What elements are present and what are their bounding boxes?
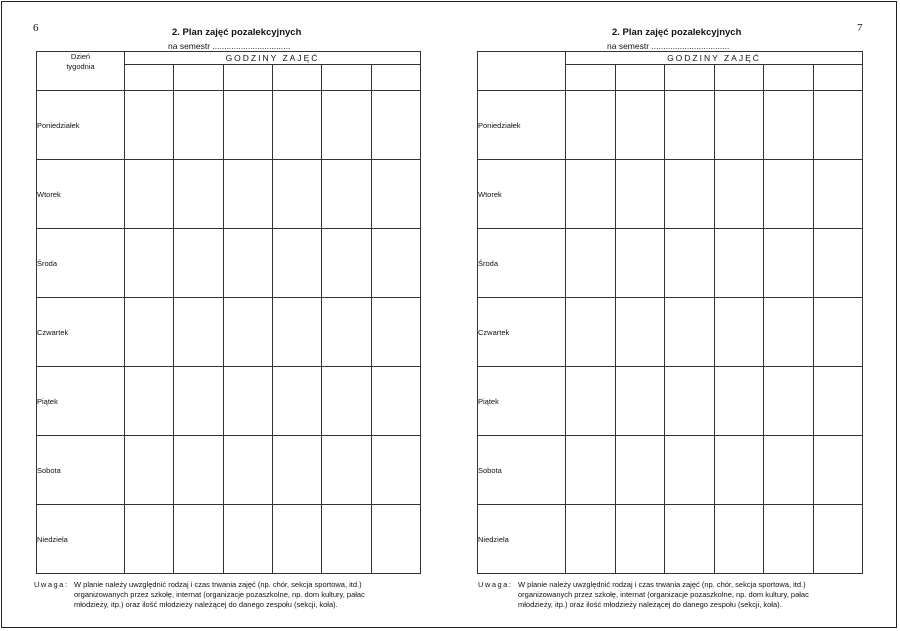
schedule-cell[interactable] bbox=[714, 160, 764, 229]
day-row-thursday bbox=[37, 298, 421, 367]
day-label: Piątek bbox=[478, 367, 566, 436]
schedule-cell[interactable] bbox=[272, 298, 321, 367]
semestr-line-right: na semestr ................................. bbox=[607, 41, 730, 51]
schedule-cell[interactable] bbox=[665, 505, 715, 574]
day-row-monday bbox=[478, 91, 863, 160]
schedule-cell[interactable] bbox=[174, 436, 223, 505]
schedule-cell[interactable] bbox=[174, 505, 223, 574]
schedule-cell[interactable] bbox=[223, 229, 272, 298]
semestr-line-left: na semestr ................................. bbox=[168, 41, 291, 51]
hour-slot-header[interactable] bbox=[764, 65, 814, 91]
schedule-cell[interactable] bbox=[566, 505, 616, 574]
day-row-tuesday bbox=[37, 160, 421, 229]
schedule-cell[interactable] bbox=[125, 91, 174, 160]
schedule-cell[interactable] bbox=[665, 160, 715, 229]
schedule-cell[interactable] bbox=[174, 160, 223, 229]
schedule-cell[interactable] bbox=[813, 160, 863, 229]
schedule-cell[interactable] bbox=[566, 91, 616, 160]
schedule-cell[interactable] bbox=[813, 298, 863, 367]
hour-slot-header[interactable] bbox=[566, 65, 616, 91]
schedule-cell[interactable] bbox=[272, 160, 321, 229]
schedule-cell[interactable] bbox=[322, 91, 371, 160]
day-header-line1: Dzień bbox=[70, 52, 91, 61]
hour-slot-header[interactable] bbox=[223, 65, 272, 91]
hour-slot-header[interactable] bbox=[665, 65, 715, 91]
schedule-cell[interactable] bbox=[665, 229, 715, 298]
hour-slot-header[interactable] bbox=[125, 65, 174, 91]
schedule-cell[interactable] bbox=[764, 298, 814, 367]
schedule-cell[interactable] bbox=[322, 298, 371, 367]
day-label: Sobota bbox=[37, 436, 125, 505]
schedule-cell[interactable] bbox=[174, 91, 223, 160]
schedule-cell[interactable] bbox=[371, 436, 420, 505]
schedule-cell[interactable] bbox=[714, 505, 764, 574]
schedule-cell[interactable] bbox=[615, 505, 665, 574]
schedule-cell[interactable] bbox=[665, 367, 715, 436]
schedule-cell[interactable] bbox=[615, 367, 665, 436]
hour-slot-header[interactable] bbox=[322, 65, 371, 91]
schedule-cell[interactable] bbox=[371, 367, 420, 436]
schedule-table-right bbox=[477, 51, 863, 574]
schedule-cell[interactable] bbox=[615, 436, 665, 505]
schedule-cell[interactable] bbox=[272, 229, 321, 298]
hour-slot-header[interactable] bbox=[272, 65, 321, 91]
day-row-tuesday bbox=[478, 160, 863, 229]
schedule-cell[interactable] bbox=[223, 91, 272, 160]
schedule-cell[interactable] bbox=[174, 298, 223, 367]
schedule-cell[interactable] bbox=[813, 367, 863, 436]
schedule-cell[interactable] bbox=[125, 298, 174, 367]
hours-header: GODZINY ZAJĘĆ bbox=[566, 52, 863, 65]
day-label: Środa bbox=[478, 229, 566, 298]
schedule-cell[interactable] bbox=[322, 160, 371, 229]
schedule-cell[interactable] bbox=[813, 436, 863, 505]
day-label: Sobota bbox=[478, 436, 566, 505]
hour-slot-header[interactable] bbox=[714, 65, 764, 91]
schedule-cell[interactable] bbox=[371, 229, 420, 298]
page-number-right: 7 bbox=[857, 22, 863, 34]
day-row-sunday bbox=[37, 505, 421, 574]
day-column-header bbox=[37, 52, 125, 91]
schedule-cell[interactable] bbox=[272, 91, 321, 160]
day-row-friday bbox=[37, 367, 421, 436]
schedule-cell[interactable] bbox=[174, 229, 223, 298]
day-row-saturday bbox=[478, 436, 863, 505]
schedule-cell[interactable] bbox=[615, 298, 665, 367]
schedule-cell[interactable] bbox=[566, 160, 616, 229]
schedule-cell[interactable] bbox=[272, 436, 321, 505]
schedule-cell[interactable] bbox=[322, 436, 371, 505]
schedule-cell[interactable] bbox=[371, 298, 420, 367]
schedule-cell[interactable] bbox=[125, 160, 174, 229]
schedule-cell[interactable] bbox=[714, 91, 764, 160]
note-label: Uwaga: bbox=[478, 580, 513, 589]
hour-slot-header[interactable] bbox=[813, 65, 863, 91]
day-label: Niedziela bbox=[478, 505, 566, 574]
schedule-cell[interactable] bbox=[764, 367, 814, 436]
day-row-wednesday bbox=[37, 229, 421, 298]
day-row-thursday bbox=[478, 298, 863, 367]
schedule-cell[interactable] bbox=[813, 505, 863, 574]
day-label: Wtorek bbox=[37, 160, 125, 229]
schedule-cell[interactable] bbox=[665, 91, 715, 160]
schedule-cell[interactable] bbox=[322, 367, 371, 436]
day-label: Piątek bbox=[37, 367, 125, 436]
hour-slot-header[interactable] bbox=[615, 65, 665, 91]
day-label: Poniedziałek bbox=[478, 91, 566, 160]
schedule-cell[interactable] bbox=[714, 367, 764, 436]
schedule-cell[interactable] bbox=[566, 298, 616, 367]
schedule-cell[interactable] bbox=[615, 91, 665, 160]
schedule-cell[interactable] bbox=[125, 505, 174, 574]
schedule-cell[interactable] bbox=[371, 91, 420, 160]
schedule-cell[interactable] bbox=[665, 436, 715, 505]
schedule-cell[interactable] bbox=[223, 436, 272, 505]
note-label: Uwaga: bbox=[34, 580, 69, 589]
schedule-cell[interactable] bbox=[322, 229, 371, 298]
day-label: Czwartek bbox=[478, 298, 566, 367]
schedule-cell[interactable] bbox=[371, 160, 420, 229]
page-title-left: 2. Plan zajęć pozalekcyjnych bbox=[172, 27, 302, 38]
note-text: W planie należy uwzględnić rodzaj i czas trwania zajęć (np. chór, sekcja sportowa, itd.) organizowanych przez szkołę, internat (organizacje pozaszkolne, np. dom kultury, pałac młodzieży, itp.) oraz ilość młodzieży należącej do danego zespołu (sekcji, koła). bbox=[518, 580, 809, 609]
day-label: Wtorek bbox=[478, 160, 566, 229]
schedule-cell[interactable] bbox=[764, 160, 814, 229]
hour-slot-header[interactable] bbox=[371, 65, 420, 91]
schedule-cell[interactable] bbox=[714, 298, 764, 367]
schedule-cell[interactable] bbox=[714, 229, 764, 298]
day-row-sunday bbox=[478, 505, 863, 574]
schedule-cell[interactable] bbox=[764, 505, 814, 574]
schedule-cell[interactable] bbox=[566, 229, 616, 298]
day-label: Poniedziałek bbox=[37, 91, 125, 160]
schedule-cell[interactable] bbox=[764, 229, 814, 298]
schedule-cell[interactable] bbox=[223, 367, 272, 436]
schedule-cell[interactable] bbox=[566, 367, 616, 436]
schedule-cell[interactable] bbox=[764, 91, 814, 160]
schedule-cell[interactable] bbox=[714, 436, 764, 505]
schedule-table-left bbox=[36, 51, 421, 574]
day-row-wednesday bbox=[478, 229, 863, 298]
schedule-cell[interactable] bbox=[272, 505, 321, 574]
day-row-saturday bbox=[37, 436, 421, 505]
day-label: Niedziela bbox=[37, 505, 125, 574]
schedule-cell[interactable] bbox=[615, 229, 665, 298]
schedule-cell[interactable] bbox=[223, 505, 272, 574]
schedule-cell[interactable] bbox=[813, 229, 863, 298]
schedule-cell[interactable] bbox=[371, 505, 420, 574]
schedule-cell[interactable] bbox=[615, 160, 665, 229]
schedule-cell[interactable] bbox=[764, 436, 814, 505]
schedule-cell[interactable] bbox=[174, 367, 223, 436]
note-text: W planie należy uwzględnić rodzaj i czas trwania zajęć (np. chór, sekcja sportowa, itd.) organizowanych przez szkołę, internat (organizacje pozaszkolne, np. dom kultury, pałac młodzieży, itp.) oraz ilość młodzieży należącej do danego zespołu (sekcji, koła). bbox=[74, 580, 365, 609]
schedule-cell[interactable] bbox=[223, 160, 272, 229]
schedule-cell[interactable] bbox=[125, 229, 174, 298]
day-header-line2: tygodnia bbox=[66, 62, 95, 71]
day-label: Czwartek bbox=[37, 298, 125, 367]
page-title-right: 2. Plan zajęć pozalekcyjnych bbox=[612, 27, 742, 38]
schedule-cell[interactable] bbox=[272, 367, 321, 436]
hours-header: GODZINY ZAJĘĆ bbox=[125, 52, 421, 65]
day-row-monday bbox=[37, 91, 421, 160]
schedule-cell[interactable] bbox=[813, 91, 863, 160]
schedule-cell[interactable] bbox=[125, 436, 174, 505]
hour-slot-header[interactable] bbox=[174, 65, 223, 91]
day-row-friday bbox=[478, 367, 863, 436]
schedule-cell[interactable] bbox=[223, 298, 272, 367]
day-label: Środa bbox=[37, 229, 125, 298]
schedule-cell[interactable] bbox=[125, 367, 174, 436]
schedule-cell[interactable] bbox=[566, 436, 616, 505]
schedule-cell[interactable] bbox=[665, 298, 715, 367]
day-column-header bbox=[478, 52, 566, 91]
page-number-left: 6 bbox=[33, 22, 39, 34]
schedule-cell[interactable] bbox=[322, 505, 371, 574]
